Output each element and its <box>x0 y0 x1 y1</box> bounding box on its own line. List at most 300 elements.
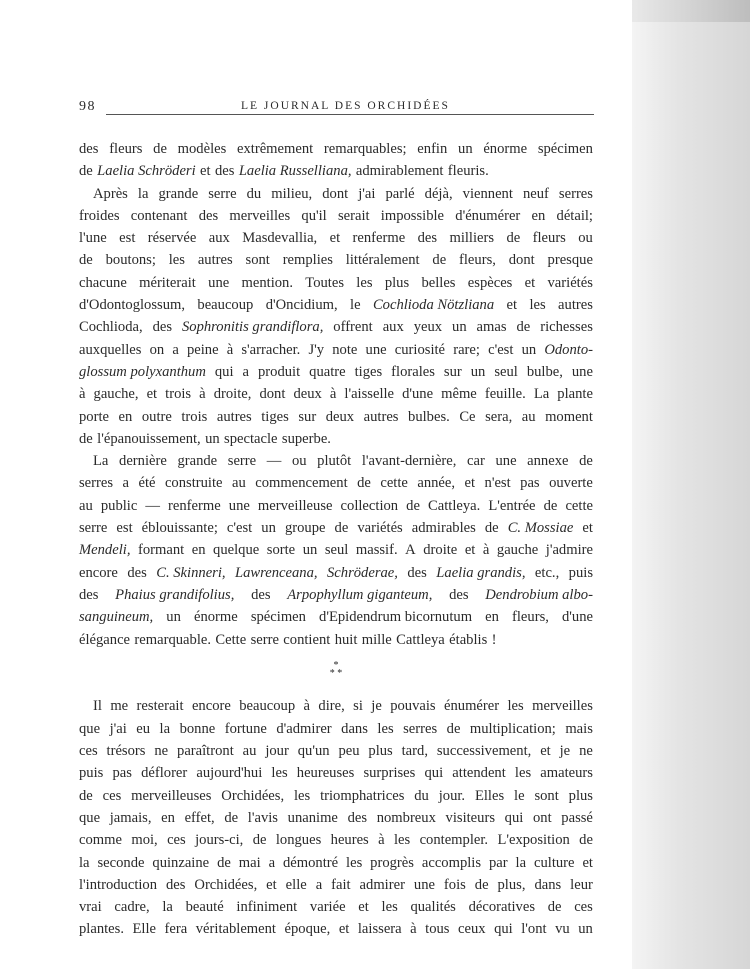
word: des <box>198 207 219 224</box>
word: elle <box>285 876 307 893</box>
word: A <box>405 542 416 559</box>
word: en <box>531 207 546 224</box>
word: d'une <box>402 386 434 403</box>
word: moment <box>545 408 593 425</box>
word: huit <box>334 631 358 648</box>
word: jour <box>265 743 289 760</box>
word: de <box>79 252 93 269</box>
text-line <box>79 918 593 940</box>
word: note <box>332 341 358 358</box>
word: serre <box>79 520 108 537</box>
word: auxquelles <box>79 341 142 358</box>
word: seul <box>494 363 518 380</box>
word: une <box>365 341 387 358</box>
word: été <box>138 475 156 492</box>
word: eu <box>136 720 151 737</box>
word: les <box>381 899 398 916</box>
word: pas <box>520 475 540 492</box>
word: variétés <box>547 274 593 291</box>
word: puis <box>568 564 593 581</box>
word: neuf <box>522 185 549 202</box>
word: massif. <box>355 542 398 559</box>
word: etc., <box>534 564 560 581</box>
word: admirablement <box>355 163 444 180</box>
word: ceux <box>458 921 486 938</box>
word: trésors <box>106 743 146 760</box>
word: la <box>515 854 527 871</box>
word: aujourd'hui <box>196 765 263 782</box>
word: merveilles <box>229 207 291 224</box>
word: Lawrenceana, <box>235 564 318 581</box>
word: des <box>152 319 173 336</box>
text-line <box>79 807 593 829</box>
word: Laelia Russelliana, <box>238 163 352 180</box>
word: dont <box>259 386 286 403</box>
text-line <box>79 785 593 807</box>
word: de <box>506 230 521 247</box>
word: en <box>118 408 133 425</box>
word: cette <box>565 497 593 514</box>
word: gauche, <box>93 386 139 403</box>
running-title: LE JOURNAL DES ORCHIDÉES <box>241 100 450 112</box>
word: un <box>458 141 473 157</box>
word: plus <box>368 743 393 760</box>
word: plantes. <box>79 921 124 938</box>
word: surprises <box>363 765 416 782</box>
text-line <box>79 160 593 182</box>
word: contempler. <box>419 832 489 849</box>
word: Il <box>93 698 102 715</box>
word: sont <box>245 252 270 269</box>
word: sera, <box>485 408 513 425</box>
word: curiosité <box>394 341 446 358</box>
word: au <box>231 475 246 492</box>
word: fleuris. <box>447 163 489 180</box>
word: des <box>417 230 438 247</box>
ornament-stars-bottom: * * <box>329 667 343 679</box>
text-line <box>79 718 593 740</box>
word: deux <box>293 386 322 403</box>
word: Orchidées, <box>221 787 285 804</box>
word: seul <box>324 542 349 559</box>
text-line <box>79 249 593 271</box>
word: dont <box>322 185 349 202</box>
word: de <box>79 787 93 804</box>
word: moi, <box>131 832 158 849</box>
word: ouverte <box>549 475 593 492</box>
word: ne <box>154 743 169 760</box>
word: sur <box>443 363 462 380</box>
word: froides <box>79 207 120 224</box>
word: et <box>464 475 476 492</box>
asterism-ornament <box>79 651 593 696</box>
word: contient <box>283 631 331 648</box>
word: de <box>406 497 420 514</box>
word: s'arracher. <box>241 341 301 358</box>
word: plus <box>568 787 593 804</box>
word: de <box>543 497 558 514</box>
word: le <box>350 297 361 314</box>
word: progrès <box>370 854 414 871</box>
word: superbe. <box>281 430 331 447</box>
word: à <box>303 698 311 715</box>
text-line <box>79 562 593 584</box>
word: l'épanouissement, <box>97 430 201 447</box>
word: au <box>242 743 257 760</box>
word: ! <box>491 631 497 648</box>
word: de <box>484 520 499 537</box>
word: quatre <box>309 363 346 380</box>
word: laissera <box>357 921 402 938</box>
word: j'ai <box>358 185 376 202</box>
word: autres <box>216 408 252 425</box>
word: ces <box>102 787 122 804</box>
text-line <box>79 138 593 160</box>
text-line <box>79 517 593 539</box>
word: variétés <box>357 520 403 537</box>
word: les <box>377 720 394 737</box>
word: annexe <box>527 453 569 470</box>
word: décoratives <box>468 899 536 916</box>
word: rare; <box>453 341 480 358</box>
word: beaucoup <box>239 698 296 715</box>
word: d'une <box>562 609 593 626</box>
word: construite <box>164 475 223 492</box>
word: mille <box>361 631 392 648</box>
text-line <box>79 428 593 450</box>
text-line <box>79 316 593 338</box>
word: et <box>464 542 476 559</box>
word: c'est <box>488 341 514 358</box>
word: serres <box>403 720 438 737</box>
word: l'ont <box>521 921 547 938</box>
word: serait <box>337 207 370 224</box>
word: de <box>432 252 447 269</box>
word: de <box>252 832 267 849</box>
word: de <box>579 832 593 849</box>
word: sur <box>298 408 317 425</box>
text-line <box>79 629 593 651</box>
word: C. Skinneri, <box>156 564 226 581</box>
word: même <box>441 386 477 403</box>
word: ou <box>291 453 307 470</box>
word: variée <box>309 899 346 916</box>
word: Elles <box>474 787 505 804</box>
word: dans <box>534 876 562 893</box>
word: la <box>162 899 173 916</box>
word: des <box>449 586 469 603</box>
word: ou <box>578 230 593 247</box>
word: qui <box>424 765 444 782</box>
word: et <box>146 386 158 403</box>
word: a <box>172 341 179 358</box>
word: droite <box>423 542 458 559</box>
word: de <box>217 854 231 871</box>
word: que <box>79 809 101 826</box>
word: élégance <box>79 631 131 648</box>
word: dont <box>508 252 535 269</box>
word: nombreux <box>376 809 436 826</box>
word: littéralement <box>345 252 420 269</box>
word: tard, <box>401 743 428 760</box>
word: me <box>110 698 129 715</box>
word: cette <box>380 475 408 492</box>
word: d'Odontoglossum, <box>79 297 186 314</box>
text-line <box>79 272 593 294</box>
word: fois <box>443 876 466 893</box>
word: les <box>393 832 411 849</box>
word: a <box>315 876 323 893</box>
word: d'Oncidium, <box>265 297 338 314</box>
text-line <box>79 383 593 405</box>
word: Après <box>93 185 128 202</box>
word: heures <box>330 832 369 849</box>
text-line <box>79 584 593 606</box>
word: les <box>514 765 532 782</box>
word: de <box>474 876 489 893</box>
word: et <box>266 876 277 893</box>
word: Cochlioda, <box>79 319 143 336</box>
word: tous <box>425 921 450 938</box>
word: grande <box>177 453 218 470</box>
word: enfin <box>417 141 448 157</box>
word: viennent <box>462 185 513 202</box>
word: démontré <box>282 854 339 871</box>
word: spécimen <box>537 141 593 157</box>
word: à <box>79 386 86 403</box>
word: passé <box>561 809 593 826</box>
text-line <box>79 227 593 249</box>
word: commencement <box>255 475 348 492</box>
word: cadre, <box>114 899 150 916</box>
word: on <box>149 341 165 358</box>
header-rule <box>106 114 594 115</box>
word: de <box>79 430 93 447</box>
word: merveilles <box>532 698 593 715</box>
scan-shadow-corner <box>632 0 750 22</box>
word: heureuses <box>296 765 355 782</box>
word: réservée <box>147 230 197 247</box>
word: sorte <box>266 542 296 559</box>
word: serres <box>79 475 114 492</box>
word: de <box>516 319 531 336</box>
word: en <box>485 609 499 626</box>
word: visiteurs <box>445 809 496 826</box>
word: une <box>413 876 435 893</box>
word: collection <box>340 497 399 514</box>
word: des <box>214 163 235 180</box>
word: spectacle <box>224 430 278 447</box>
word: à <box>410 921 417 938</box>
word: les <box>271 765 288 782</box>
word: extrêmement <box>237 141 314 157</box>
word: aux <box>208 230 230 247</box>
word: Ce <box>459 408 476 425</box>
word: dire, <box>318 698 345 715</box>
word: Odonto- <box>544 341 593 358</box>
word: droite, <box>213 386 252 403</box>
word: — <box>266 453 282 470</box>
word: seconde <box>97 854 145 871</box>
word: de <box>446 720 461 737</box>
word: Laelia Schröderi <box>97 163 196 180</box>
word: de <box>79 163 93 180</box>
text-line <box>79 762 593 784</box>
word: d'admirer <box>276 720 332 737</box>
word: florales <box>391 363 435 380</box>
word: spécimen <box>250 609 306 626</box>
word: autres <box>558 297 593 314</box>
word: que <box>79 720 101 737</box>
word: et <box>329 230 341 247</box>
word: pas <box>112 765 132 782</box>
word: autres <box>363 408 399 425</box>
word: multiplication; <box>469 720 556 737</box>
word: un <box>521 341 537 358</box>
word: les <box>507 698 524 715</box>
word: comme <box>79 832 122 849</box>
word: et <box>200 163 211 180</box>
text-line <box>79 406 593 428</box>
word: J'y <box>308 341 325 358</box>
word: serres <box>558 185 593 202</box>
word: L'entrée <box>488 497 536 514</box>
word: d'Epidendrum bicornutum <box>319 609 473 626</box>
word: effet, <box>184 809 215 826</box>
word: bulbes. <box>408 408 450 425</box>
word: tiges <box>354 363 383 380</box>
word: merveilleuse <box>257 497 333 514</box>
word: milieu, <box>271 185 313 202</box>
text-line <box>79 606 593 628</box>
word: La <box>93 453 109 470</box>
word: triomphatrices <box>320 787 405 804</box>
word: Phaius grandifolius, <box>115 586 235 603</box>
word: successivement, <box>436 743 532 760</box>
word: de <box>547 899 562 916</box>
word: déflorer <box>141 765 188 782</box>
word: l'introduction <box>79 876 158 893</box>
text-line <box>79 829 593 851</box>
word: j'ai <box>109 720 127 737</box>
word: de <box>357 475 371 492</box>
word: d'énumérer <box>455 207 521 224</box>
word: Orchidées, <box>194 876 258 893</box>
word: plus, <box>497 876 526 893</box>
word: un <box>302 542 318 559</box>
word: à <box>226 341 234 358</box>
word: de <box>153 141 167 157</box>
word: à <box>482 542 490 559</box>
page-header <box>79 99 594 119</box>
text-line <box>79 205 593 227</box>
word: les <box>356 274 373 291</box>
word: Schröderae, <box>327 564 398 581</box>
word: du <box>414 787 429 804</box>
word: ces <box>167 832 186 849</box>
word: qui <box>494 921 513 938</box>
word: sanguineum, <box>79 609 154 626</box>
word: plus <box>384 274 410 291</box>
word: un <box>261 520 276 537</box>
word: dans <box>341 720 368 737</box>
word: beauté <box>185 899 224 916</box>
text-line <box>79 294 593 316</box>
word: est <box>119 230 136 247</box>
word: un <box>578 921 593 938</box>
word: infiniment <box>236 899 298 916</box>
word: fera <box>164 921 188 938</box>
word: Elle <box>132 921 157 938</box>
word: qualités <box>410 899 456 916</box>
word: éblouissante; <box>141 520 218 537</box>
word: l'aisselle <box>344 386 395 403</box>
word: énorme <box>483 141 528 157</box>
word: jour. <box>438 787 466 804</box>
word: remplies <box>282 252 333 269</box>
word: détail; <box>556 207 593 224</box>
text-line <box>79 695 593 717</box>
word: peu <box>338 743 360 760</box>
word: et <box>358 899 369 916</box>
word: c'est <box>226 520 253 537</box>
word: fortune <box>224 720 267 737</box>
word: année, <box>417 475 456 492</box>
word: longues <box>275 832 322 849</box>
word: — <box>145 497 160 514</box>
word: presque <box>547 252 593 269</box>
word: a <box>122 475 129 492</box>
word: véritablement <box>195 921 276 938</box>
word: plante <box>557 386 593 403</box>
word: amas <box>476 319 507 336</box>
word: Cattleya. <box>428 497 481 514</box>
word: les <box>346 854 363 871</box>
word: fleurs <box>109 141 143 157</box>
word: belles <box>421 274 456 291</box>
word: contenant <box>130 207 188 224</box>
word: outre <box>141 408 172 425</box>
word: C. Mossiae <box>507 520 574 537</box>
word: a <box>268 854 276 871</box>
word: groupe <box>284 520 326 537</box>
word: quelque <box>213 542 260 559</box>
word: de <box>224 809 239 826</box>
word: richesses <box>540 319 593 336</box>
word: ont <box>532 809 552 826</box>
word: Dendrobium albo- <box>485 586 593 603</box>
word: Cochlioda Nötzliana <box>372 297 495 314</box>
word: à <box>199 386 206 403</box>
text-line <box>79 183 593 205</box>
word: boutons; <box>105 252 156 269</box>
word: et <box>506 297 518 314</box>
word: mériterait <box>139 274 196 291</box>
word: remarquable. <box>134 631 211 648</box>
word: des <box>79 586 99 603</box>
word: une <box>228 497 250 514</box>
word: énumérer <box>444 698 500 715</box>
word: attendent <box>452 765 506 782</box>
word: modèles <box>177 141 227 157</box>
word: leur <box>570 876 593 893</box>
word: de <box>579 453 593 470</box>
word: merveilleuses <box>131 787 212 804</box>
scan-shadow-edge <box>632 0 750 969</box>
word: autres <box>197 252 233 269</box>
word: au <box>79 497 93 514</box>
word: sont <box>534 787 559 804</box>
